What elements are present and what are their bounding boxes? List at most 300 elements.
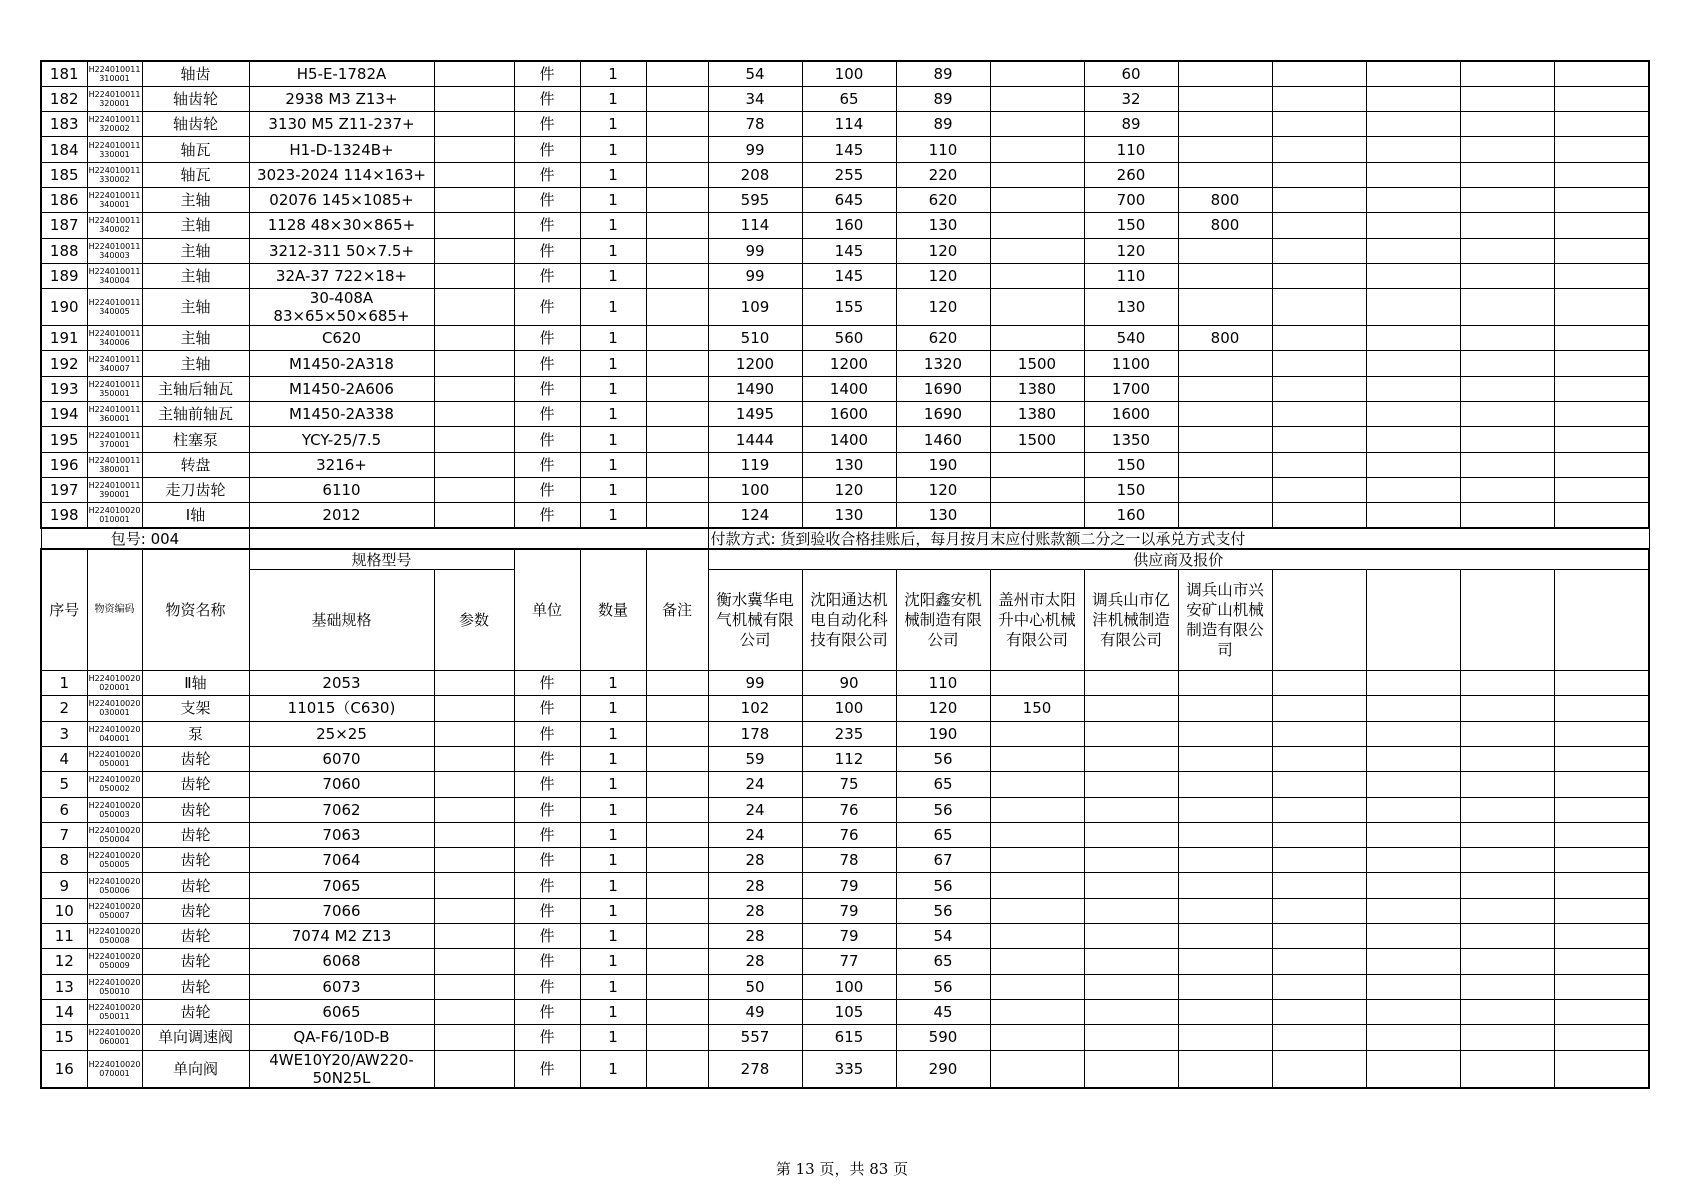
price-supplier-3: 89: [896, 86, 990, 111]
table-row: [41, 797, 1649, 822]
row-number: 5: [41, 772, 87, 797]
base-spec: 6070: [249, 746, 434, 771]
price-supplier-3: 120: [896, 696, 990, 721]
empty-cell: [1272, 924, 1366, 949]
quantity: 1: [580, 61, 646, 86]
price-supplier-2: 160: [802, 213, 896, 238]
empty-cell: [1554, 162, 1649, 187]
price-supplier-2: 255: [802, 162, 896, 187]
quantity: 1: [580, 112, 646, 137]
unit: 件: [514, 263, 580, 288]
quantity: 1: [580, 873, 646, 898]
empty-cell: [1460, 974, 1554, 999]
param: [434, 746, 514, 771]
header-unit: 单位: [514, 549, 580, 671]
price-supplier-5: [1084, 999, 1178, 1024]
price-supplier-2: 335: [802, 1050, 896, 1088]
row-number: 195: [41, 427, 87, 452]
empty-cell: [1460, 721, 1554, 746]
price-supplier-2: 145: [802, 238, 896, 263]
price-supplier-5: [1084, 924, 1178, 949]
table-row: [41, 848, 1649, 873]
price-supplier-4: [990, 503, 1084, 528]
row-number: 16: [41, 1050, 87, 1088]
supplier-blank: [1460, 570, 1554, 671]
base-spec: 7074 M2 Z13: [249, 924, 434, 949]
param: [434, 112, 514, 137]
material-name: 单向调速阀: [142, 1025, 249, 1050]
price-supplier-1: 24: [708, 822, 802, 847]
quantity: 1: [580, 452, 646, 477]
row-number: 193: [41, 376, 87, 401]
empty-cell: [1460, 452, 1554, 477]
empty-cell: [1554, 213, 1649, 238]
table-row: [41, 974, 1649, 999]
material-name: 主轴: [142, 326, 249, 351]
quantity: 1: [580, 351, 646, 376]
empty-cell: [1554, 402, 1649, 427]
price-supplier-2: 75: [802, 772, 896, 797]
empty-cell: [1554, 696, 1649, 721]
param: [434, 949, 514, 974]
empty-cell: [1554, 263, 1649, 288]
price-supplier-6: [1178, 477, 1272, 502]
row-number: 3: [41, 721, 87, 746]
empty-cell: [1554, 1050, 1649, 1088]
base-spec: 7062: [249, 797, 434, 822]
empty-cell: [1460, 351, 1554, 376]
price-supplier-2: 615: [802, 1025, 896, 1050]
price-supplier-5: 1600: [1084, 402, 1178, 427]
row-number: 13: [41, 974, 87, 999]
unit: 件: [514, 822, 580, 847]
price-supplier-2: 112: [802, 746, 896, 771]
quantity: 1: [580, 477, 646, 502]
header-no: 序号: [41, 549, 87, 671]
price-supplier-6: [1178, 898, 1272, 923]
price-supplier-5: [1084, 974, 1178, 999]
unit: 件: [514, 949, 580, 974]
quantity: 1: [580, 1025, 646, 1050]
empty-cell: [1366, 797, 1460, 822]
empty-cell: [1366, 289, 1460, 326]
quantity: 1: [580, 772, 646, 797]
price-supplier-6: [1178, 949, 1272, 974]
price-supplier-1: 49: [708, 999, 802, 1024]
price-supplier-1: 99: [708, 238, 802, 263]
price-supplier-5: 120: [1084, 238, 1178, 263]
note: [646, 721, 708, 746]
price-supplier-6: [1178, 402, 1272, 427]
price-supplier-4: [990, 898, 1084, 923]
price-supplier-1: 1200: [708, 351, 802, 376]
price-supplier-4: 1500: [990, 427, 1084, 452]
price-supplier-1: 109: [708, 289, 802, 326]
material-code: H224010020050004: [87, 822, 142, 847]
price-supplier-2: 130: [802, 503, 896, 528]
base-spec: 6065: [249, 999, 434, 1024]
table-row: [41, 924, 1649, 949]
empty-cell: [1460, 1025, 1554, 1050]
material-code: H224010020050005: [87, 848, 142, 873]
quantity: 1: [580, 949, 646, 974]
empty-cell: [1554, 187, 1649, 212]
unit: 件: [514, 61, 580, 86]
price-supplier-3: 56: [896, 873, 990, 898]
note: [646, 289, 708, 326]
quantity: 1: [580, 822, 646, 847]
price-supplier-3: 56: [896, 898, 990, 923]
price-supplier-3: 65: [896, 822, 990, 847]
price-supplier-5: [1084, 898, 1178, 923]
table-row: [41, 873, 1649, 898]
material-name: Ⅰ轴: [142, 503, 249, 528]
package-label: 包号: 004: [41, 528, 249, 549]
material-name: 支架: [142, 696, 249, 721]
table-row: [41, 137, 1649, 162]
empty-cell: [1272, 1050, 1366, 1088]
empty-cell: [1460, 289, 1554, 326]
price-supplier-5: [1084, 797, 1178, 822]
header-spec-group: 规格型号: [249, 549, 514, 570]
price-supplier-2: 65: [802, 86, 896, 111]
price-supplier-5: [1084, 1050, 1178, 1088]
price-supplier-6: [1178, 86, 1272, 111]
price-supplier-3: 120: [896, 263, 990, 288]
price-supplier-4: [990, 162, 1084, 187]
material-name: 轴齿: [142, 61, 249, 86]
empty-cell: [1366, 326, 1460, 351]
base-spec: 3023-2024 114×163+: [249, 162, 434, 187]
price-supplier-2: 1400: [802, 376, 896, 401]
price-supplier-4: [990, 1050, 1084, 1088]
material-name: 主轴: [142, 213, 249, 238]
header-param: 参数: [434, 570, 514, 671]
base-spec: M1450-2A338: [249, 402, 434, 427]
note: [646, 949, 708, 974]
unit: 件: [514, 503, 580, 528]
empty-cell: [1272, 162, 1366, 187]
base-spec: 7066: [249, 898, 434, 923]
material-name: 轴齿轮: [142, 112, 249, 137]
price-supplier-5: [1084, 822, 1178, 847]
price-supplier-5: 1350: [1084, 427, 1178, 452]
unit: 件: [514, 696, 580, 721]
param: [434, 162, 514, 187]
note: [646, 187, 708, 212]
price-supplier-6: 800: [1178, 213, 1272, 238]
table-row: [41, 238, 1649, 263]
price-supplier-4: [990, 112, 1084, 137]
empty-cell: [1272, 213, 1366, 238]
price-supplier-1: 208: [708, 162, 802, 187]
quantity: 1: [580, 326, 646, 351]
price-supplier-5: 1100: [1084, 351, 1178, 376]
price-supplier-4: [990, 924, 1084, 949]
table-row: [41, 187, 1649, 212]
quantity: 1: [580, 898, 646, 923]
note: [646, 772, 708, 797]
price-supplier-2: 120: [802, 477, 896, 502]
price-supplier-6: [1178, 112, 1272, 137]
package-blank: [249, 528, 708, 549]
price-supplier-1: 28: [708, 873, 802, 898]
table-row: [41, 999, 1649, 1024]
price-supplier-3: 54: [896, 924, 990, 949]
empty-cell: [1366, 238, 1460, 263]
price-supplier-1: 78: [708, 112, 802, 137]
table-row: [41, 898, 1649, 923]
quantity: 1: [580, 974, 646, 999]
table-row: [41, 477, 1649, 502]
empty-cell: [1366, 999, 1460, 1024]
empty-cell: [1272, 187, 1366, 212]
price-supplier-5: 150: [1084, 477, 1178, 502]
material-code: H224010011340007: [87, 351, 142, 376]
material-code: H224010011340004: [87, 263, 142, 288]
top-rows: [41, 61, 1649, 528]
row-number: 9: [41, 873, 87, 898]
base-spec: H5-E-1782A: [249, 61, 434, 86]
note: [646, 326, 708, 351]
empty-cell: [1366, 974, 1460, 999]
unit: 件: [514, 376, 580, 401]
note: [646, 822, 708, 847]
price-supplier-3: 120: [896, 289, 990, 326]
price-supplier-3: 130: [896, 213, 990, 238]
price-supplier-4: [990, 746, 1084, 771]
price-supplier-5: 540: [1084, 326, 1178, 351]
price-supplier-6: [1178, 162, 1272, 187]
price-supplier-3: 1690: [896, 402, 990, 427]
price-supplier-6: [1178, 873, 1272, 898]
table-row: [41, 351, 1649, 376]
price-supplier-3: 89: [896, 61, 990, 86]
param: [434, 263, 514, 288]
material-code: H224010011380001: [87, 452, 142, 477]
base-spec: 4WE10Y20/AW220-50N25L: [249, 1050, 434, 1088]
unit: 件: [514, 452, 580, 477]
price-supplier-4: [990, 1025, 1084, 1050]
price-supplier-3: 110: [896, 671, 990, 696]
material-name: 齿轮: [142, 999, 249, 1024]
empty-cell: [1554, 112, 1649, 137]
price-supplier-2: 78: [802, 848, 896, 873]
base-spec: 25×25: [249, 721, 434, 746]
price-supplier-6: [1178, 137, 1272, 162]
unit: 件: [514, 86, 580, 111]
quantity: 1: [580, 137, 646, 162]
price-supplier-2: 105: [802, 999, 896, 1024]
table-row: [41, 949, 1649, 974]
base-spec: 2053: [249, 671, 434, 696]
note: [646, 477, 708, 502]
empty-cell: [1366, 351, 1460, 376]
material-name: 齿轮: [142, 974, 249, 999]
row-number: 181: [41, 61, 87, 86]
table-row: [41, 1025, 1649, 1050]
note: [646, 452, 708, 477]
note: [646, 376, 708, 401]
price-supplier-6: [1178, 924, 1272, 949]
empty-cell: [1554, 746, 1649, 771]
unit: 件: [514, 671, 580, 696]
price-supplier-2: 235: [802, 721, 896, 746]
price-supplier-5: 130: [1084, 289, 1178, 326]
price-supplier-4: [990, 671, 1084, 696]
price-supplier-1: 24: [708, 797, 802, 822]
base-spec: M1450-2A318: [249, 351, 434, 376]
empty-cell: [1366, 696, 1460, 721]
price-supplier-4: [990, 263, 1084, 288]
empty-cell: [1460, 949, 1554, 974]
material-name: 主轴: [142, 289, 249, 326]
price-supplier-6: [1178, 671, 1272, 696]
empty-cell: [1460, 86, 1554, 111]
empty-cell: [1272, 696, 1366, 721]
material-name: 主轴: [142, 238, 249, 263]
material-code: H224010020050011: [87, 999, 142, 1024]
empty-cell: [1460, 503, 1554, 528]
note: [646, 351, 708, 376]
price-supplier-2: 76: [802, 822, 896, 847]
unit: 件: [514, 112, 580, 137]
quantity: 1: [580, 924, 646, 949]
empty-cell: [1460, 162, 1554, 187]
empty-cell: [1366, 452, 1460, 477]
price-supplier-6: [1178, 999, 1272, 1024]
row-number: 12: [41, 949, 87, 974]
bottom-section: [41, 549, 1649, 1087]
price-supplier-2: 1200: [802, 351, 896, 376]
empty-cell: [1460, 873, 1554, 898]
price-supplier-4: [990, 949, 1084, 974]
unit: 件: [514, 187, 580, 212]
table-row: [41, 822, 1649, 847]
price-supplier-2: 155: [802, 289, 896, 326]
note: [646, 974, 708, 999]
empty-cell: [1366, 213, 1460, 238]
empty-cell: [1366, 1025, 1460, 1050]
param: [434, 1025, 514, 1050]
empty-cell: [1554, 822, 1649, 847]
price-supplier-2: 1400: [802, 427, 896, 452]
price-supplier-1: 24: [708, 772, 802, 797]
empty-cell: [1272, 974, 1366, 999]
unit: 件: [514, 289, 580, 326]
price-supplier-3: 1690: [896, 376, 990, 401]
row-number: 194: [41, 402, 87, 427]
empty-cell: [1554, 289, 1649, 326]
price-supplier-1: 1444: [708, 427, 802, 452]
note: [646, 746, 708, 771]
price-supplier-6: [1178, 772, 1272, 797]
row-number: 189: [41, 263, 87, 288]
price-supplier-6: [1178, 263, 1272, 288]
page-number: 第 13 页，共 83 页: [775, 1160, 909, 1178]
quantity: 1: [580, 503, 646, 528]
material-name: 轴齿轮: [142, 86, 249, 111]
row-number: 184: [41, 137, 87, 162]
supplier-4: 盖州市太阳升中心机械有限公司: [990, 570, 1084, 671]
price-supplier-6: [1178, 848, 1272, 873]
empty-cell: [1554, 797, 1649, 822]
unit: 件: [514, 1025, 580, 1050]
unit: 件: [514, 797, 580, 822]
param: [434, 289, 514, 326]
material-code: H224010011340005: [87, 289, 142, 326]
price-supplier-3: 89: [896, 112, 990, 137]
material-name: 齿轮: [142, 822, 249, 847]
price-supplier-3: 190: [896, 452, 990, 477]
empty-cell: [1460, 137, 1554, 162]
note: [646, 1050, 708, 1088]
empty-cell: [1272, 326, 1366, 351]
table-row: [41, 289, 1649, 326]
empty-cell: [1272, 427, 1366, 452]
empty-cell: [1554, 671, 1649, 696]
header-note: 备注: [646, 549, 708, 671]
material-code: H224010020070001: [87, 1050, 142, 1088]
price-supplier-3: 620: [896, 187, 990, 212]
row-number: 196: [41, 452, 87, 477]
price-supplier-6: [1178, 452, 1272, 477]
material-code: H224010011350001: [87, 376, 142, 401]
empty-cell: [1272, 848, 1366, 873]
empty-cell: [1272, 797, 1366, 822]
price-supplier-2: 145: [802, 263, 896, 288]
param: [434, 671, 514, 696]
table-row: [41, 162, 1649, 187]
table-row: [41, 721, 1649, 746]
empty-cell: [1366, 873, 1460, 898]
quantity: 1: [580, 86, 646, 111]
price-supplier-3: 130: [896, 503, 990, 528]
price-supplier-6: [1178, 376, 1272, 401]
table-row: [41, 696, 1649, 721]
param: [434, 213, 514, 238]
price-supplier-5: [1084, 949, 1178, 974]
table-row: [41, 326, 1649, 351]
price-supplier-3: 45: [896, 999, 990, 1024]
price-supplier-3: 620: [896, 326, 990, 351]
row-number: 15: [41, 1025, 87, 1050]
material-name: 转盘: [142, 452, 249, 477]
header-qty: 数量: [580, 549, 646, 671]
price-supplier-6: 800: [1178, 187, 1272, 212]
row-number: 182: [41, 86, 87, 111]
price-supplier-3: 120: [896, 238, 990, 263]
price-supplier-1: 119: [708, 452, 802, 477]
table-row: [41, 86, 1649, 111]
material-name: 轴瓦: [142, 137, 249, 162]
unit: 件: [514, 326, 580, 351]
price-supplier-1: 99: [708, 137, 802, 162]
price-supplier-5: [1084, 873, 1178, 898]
row-number: 14: [41, 999, 87, 1024]
empty-cell: [1366, 477, 1460, 502]
param: [434, 503, 514, 528]
empty-cell: [1366, 746, 1460, 771]
price-supplier-1: 34: [708, 86, 802, 111]
price-supplier-5: 160: [1084, 503, 1178, 528]
note: [646, 112, 708, 137]
material-name: 主轴前轴瓦: [142, 402, 249, 427]
table-row: [41, 402, 1649, 427]
table-row: [41, 772, 1649, 797]
material-code: H224010020040001: [87, 721, 142, 746]
quantity: 1: [580, 238, 646, 263]
